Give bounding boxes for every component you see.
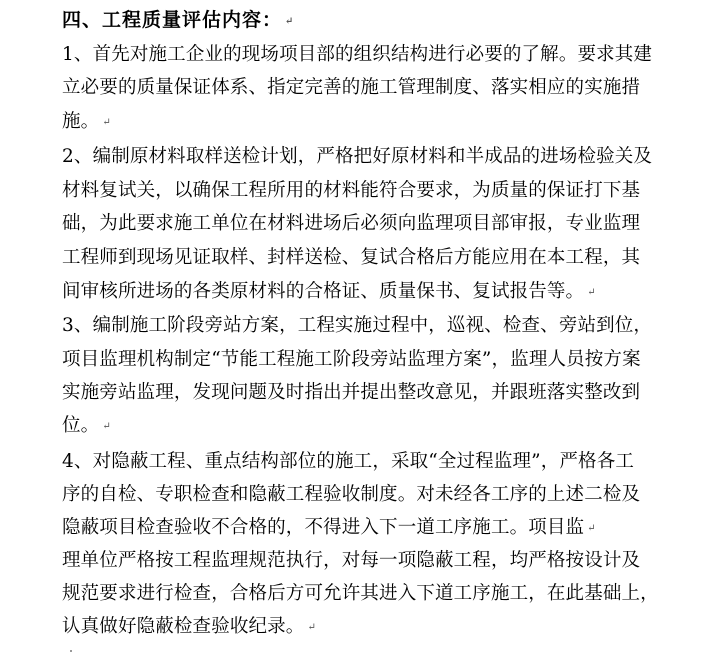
line-text: 2、编制原材料取样送检计划，严格把好原材料和半成品的进场检验关及 <box>62 146 653 167</box>
paragraph-mark-icon: ↵ <box>285 15 295 27</box>
paragraph-mark-icon: ↵ <box>587 522 596 534</box>
line-text: 工程师到现场见证取样、封样送检、复试合格后方能应用在本工程，其 <box>62 247 641 268</box>
text-line <box>62 378 640 404</box>
line-text: 材料复试关，以确保工程所用的材料能符合要求，为质量的保证打下基 <box>62 180 641 201</box>
stray-dot <box>70 650 72 652</box>
text-line <box>62 107 111 133</box>
line-text: 理单位严格按工程监理规范执行，对每一项隐蔽工程，均严格按设计及 <box>62 550 641 571</box>
text-line <box>62 612 316 638</box>
line-text: 施。 <box>62 111 100 132</box>
line-text: 1、首先对施工企业的现场项目部的组织结构进行必要的了解。要求其建 <box>62 44 653 65</box>
heading-text: 四、工程质量评估内容： <box>62 9 283 31</box>
paragraph-mark-icon: ↵ <box>307 621 316 633</box>
text-line <box>62 277 596 303</box>
text-line <box>62 73 640 99</box>
text-line <box>62 176 640 202</box>
text-line <box>62 40 652 66</box>
line-text: 序的自检、专职检查和隐蔽工程验收制度。对未经各工序的上述二检及 <box>62 484 641 505</box>
text-line <box>62 546 640 572</box>
text-line <box>62 243 640 269</box>
text-line <box>62 209 640 235</box>
paragraph-mark-icon: ↵ <box>102 420 111 432</box>
text-line <box>62 311 652 337</box>
section-heading <box>62 5 294 32</box>
line-text: 间审核所进场的各类原材料的合格证、质量保书、复试报告等。 <box>62 281 585 302</box>
line-text: 4、对隐蔽工程、重点结构部位的施工，采取“全过程监理”，严格各工 <box>62 451 634 472</box>
text-line <box>62 411 111 437</box>
text-line <box>62 142 652 168</box>
paragraph-mark-icon: ↵ <box>102 116 111 128</box>
line-text: 隐蔽项目检查验收不合格的，不得进入下一道工序施工。项目监 <box>62 517 585 538</box>
text-line <box>62 513 596 539</box>
text-line <box>62 579 659 605</box>
line-text: 项目监理机构制定“节能工程施工阶段旁站监理方案”，监理人员按方案 <box>62 349 641 370</box>
line-text: 位。 <box>62 415 100 436</box>
paragraph-mark-icon: ↵ <box>587 286 596 298</box>
line-text: 规范要求进行检查，合格后方可允许其进入下道工序施工，在此基础上， <box>62 583 659 604</box>
text-line <box>62 447 634 473</box>
line-text: 实施旁站监理，发现问题及时指出并提出整改意见，并跟班落实整改到 <box>62 382 641 403</box>
text-line <box>62 345 641 371</box>
line-text: 础，为此要求施工单位在材料进场后必须向监理项目部审报，专业监理 <box>62 213 641 234</box>
line-text: 立必要的质量保证体系、指定完善的施工管理制度、落实相应的实施措 <box>62 77 641 98</box>
line-text: 认真做好隐蔽检查验收纪录。 <box>62 616 305 637</box>
line-text: 3、编制施工阶段旁站方案，工程实施过程中，巡视、检查、旁站到位， <box>62 315 653 336</box>
text-line <box>62 480 640 506</box>
